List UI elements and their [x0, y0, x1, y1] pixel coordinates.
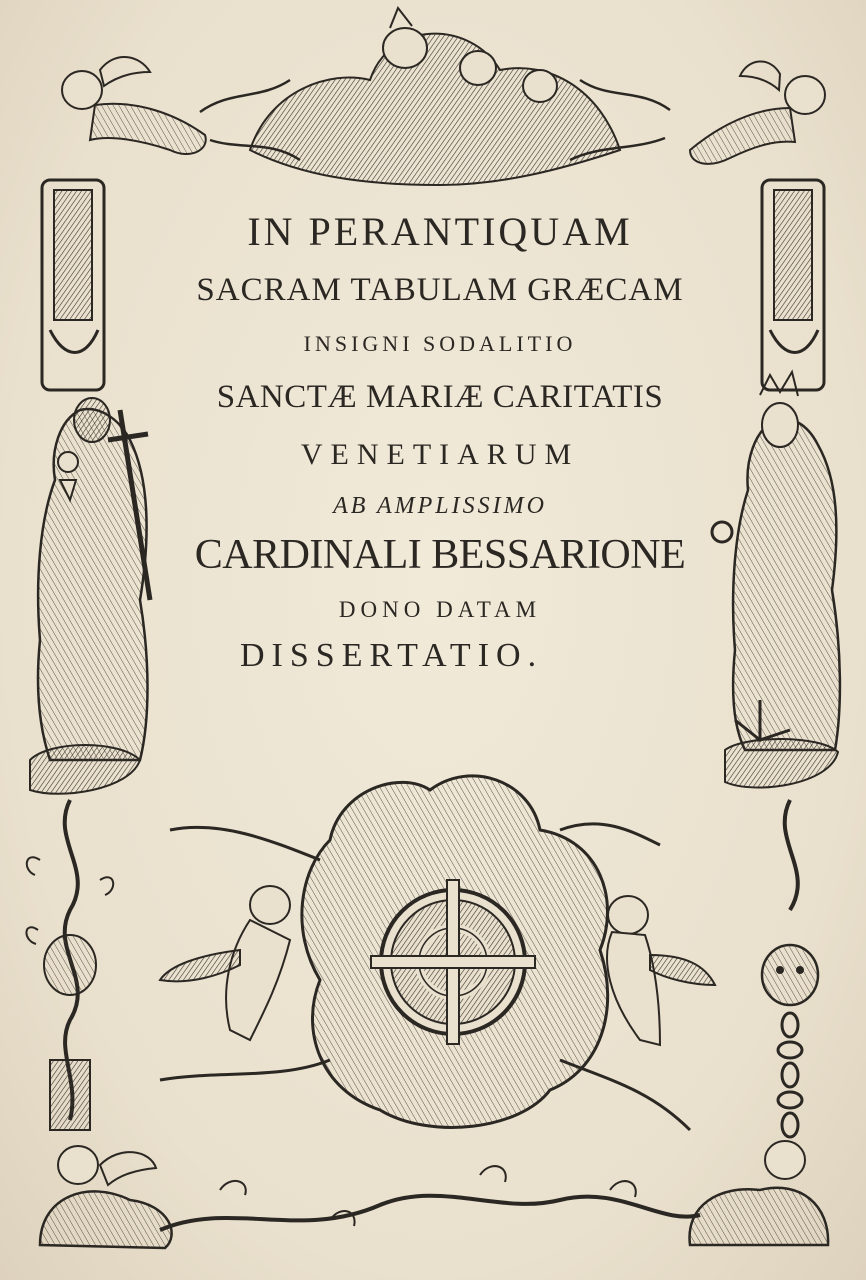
left-column-ornament — [42, 180, 104, 390]
cartouche-left-putto — [160, 886, 290, 1040]
top-right-cherub — [690, 61, 825, 163]
title-line-5: VENETIARUM — [300, 438, 580, 471]
title-line-7: CARDINALI BESSARIONE — [194, 532, 686, 578]
title-line-1: IN PERANTIQUAM — [247, 209, 633, 254]
right-chain-column — [762, 800, 818, 1137]
cartouche-right-putto — [607, 896, 715, 1045]
title-line-2: SACRAM TABULAM GRÆCAM — [196, 272, 684, 308]
title-line-6: AB AMPLISSIMO — [333, 493, 547, 519]
top-left-cherub — [62, 57, 206, 154]
top-cherub-cartouche — [250, 8, 620, 185]
title-line-8: DONO DATAM — [338, 597, 542, 622]
left-vine-column — [26, 800, 113, 1130]
right-column-ornament — [762, 180, 824, 390]
title-text-block — [140, 209, 740, 674]
bottom-right-sphinx — [690, 1141, 829, 1245]
title-line-4: SANCTÆ MARIÆ CARITATIS — [216, 379, 664, 415]
left-faith-figure — [30, 398, 150, 794]
title-line-9: DISSERTATIO. — [240, 637, 544, 674]
title-line-3: INSIGNI SODALITIO — [303, 331, 577, 356]
bottom-left-sphinx — [40, 1146, 172, 1248]
